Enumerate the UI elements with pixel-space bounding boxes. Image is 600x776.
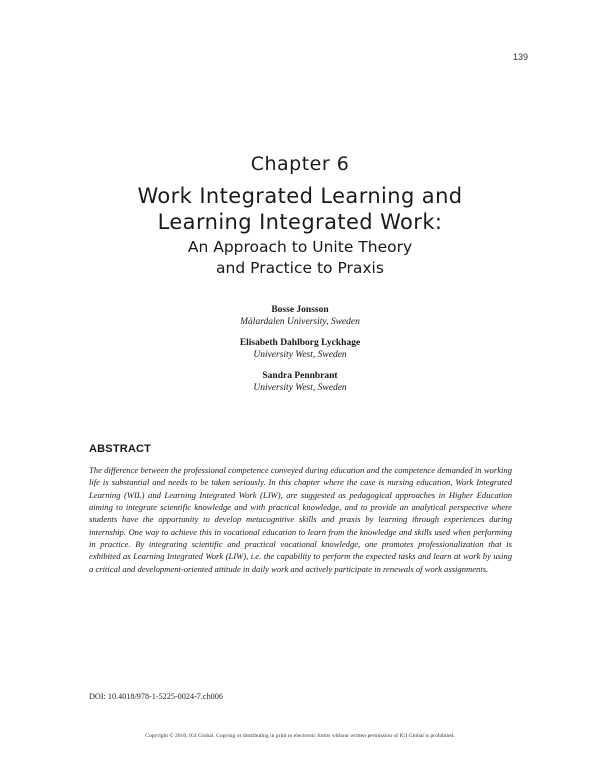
author-block	[0, 370, 600, 394]
author-name: Elisabeth Dahlborg Lyckhage	[239, 338, 361, 348]
abstract-heading: ABSTRACT	[89, 443, 152, 455]
chapter-title-line: Work Integrated Learning and	[137, 184, 463, 208]
author-block	[0, 337, 600, 361]
chapter-subtitle-line: An Approach to Unite Theory	[187, 238, 413, 256]
chapter-title	[0, 183, 600, 235]
chapter-label: Chapter 6	[250, 153, 350, 175]
chapter-title-line: Learning Integrated Work:	[157, 210, 443, 234]
author-list	[0, 304, 600, 403]
author-affiliation: Mälardalen University, Sweden	[240, 317, 360, 327]
author-block	[0, 304, 600, 328]
page-number: 139	[512, 52, 528, 62]
chapter-subtitle	[0, 237, 600, 279]
author-affiliation: University West, Sweden	[253, 383, 347, 393]
author-name: Sandra Pennbrant	[262, 371, 338, 381]
copyright-notice: Copyright © 2016, IGI Global. Copying or distributing in print or electronic forms without written permission of IGI Global is prohibited.	[145, 733, 455, 739]
abstract-text: The difference between the professional competence conveyed during education and the competence demanded in working life is substantial and needs to be taken seriously. In this chapter where the case is nursing education, Work Integrated Learning (WIL) and Learning Integrated Work (LIW), are suggested as pedagogical approaches in Higher Education aiming to integrate scientific knowledge and with practical knowledge, and to provide an analytical perspective where students have the opportunity to develop metacognitive skills and praxis by learning through experiences during internship. One way to achieve this in vocational education to learn from the knowledge and skills used when performing in practice. By integrating scientific and practical vocational knowledge, one promotes professionalization that is exhibited as Learning Integrated Work (LIW), i.e. the capability to perform the expected tasks and learn at work by using a critical and development-oriented attitude in daily work and actively participate in renewals of work assignments.	[89, 465, 512, 574]
chapter-subtitle-line: and Practice to Praxis	[216, 259, 384, 277]
author-name: Bosse Jonsson	[271, 305, 329, 315]
author-affiliation: University West, Sweden	[253, 350, 347, 360]
doi-text: DOI: 10.4018/978-1-5225-0024-7.ch006	[89, 692, 223, 701]
